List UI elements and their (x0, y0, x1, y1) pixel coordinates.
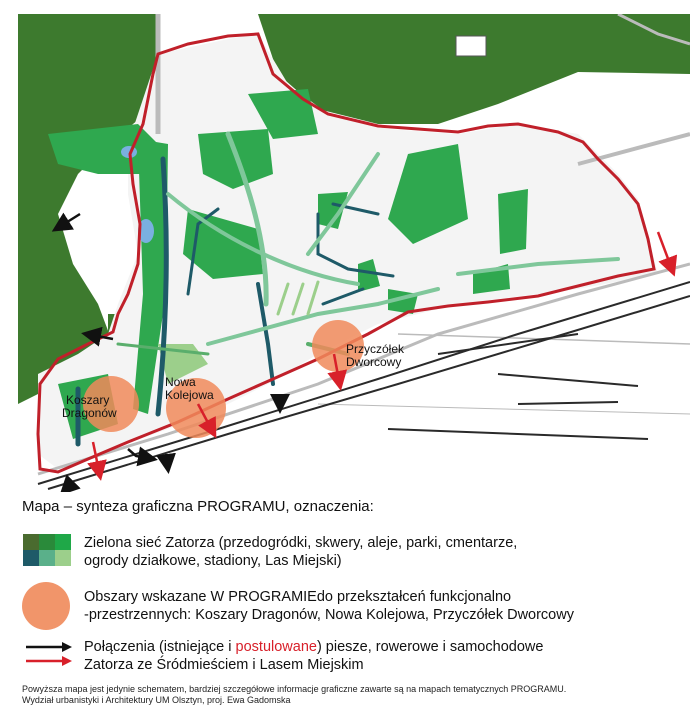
transformation-area-swatch (22, 582, 70, 630)
legend-areas-text: Obszary wskazane W PROGRAMIEdo przekształceń funkcjonalno -przestrzennych: Koszary Dragonów, Nowa Kolejowa, Przyczółek Dworcowy (84, 589, 574, 623)
legend-green-network-text: Zielona sieć Zatorza (przedogródki, skwery, aleje, parki, cmentarze, ogrody działkowe, stadiony, Las Miejski) (84, 535, 518, 569)
green-network-swatch (23, 534, 71, 566)
label-koszary-dragonow: Koszary Dragonów (62, 393, 117, 420)
connection-arrows-swatch (22, 640, 76, 668)
synthesis-map (18, 14, 690, 492)
label-przyczolek-dworcowy: Przyczółek Dworcowy (346, 342, 405, 369)
legend-title: Mapa – synteza graficzna PROGRAMU, oznaczenia: (22, 498, 374, 515)
footer-note: Powyższa mapa jest jedynie schematem, bardziej szczegółowe informacje graficzne zawarte są na mapach tematycznych PROGRAMU. Wydział urbanistyki i Architektury UM Olsztyn, proj. Ewa Gadomska (22, 684, 567, 705)
label-nowa-kolejowa: Nowa Kolejowa (165, 375, 214, 402)
legend-connections-text: Połączenia (istniejące i postulowane) piesze, rowerowe i samochodowe Zatorza ze Śródmieściem i Lasem Miejskim (84, 639, 544, 673)
